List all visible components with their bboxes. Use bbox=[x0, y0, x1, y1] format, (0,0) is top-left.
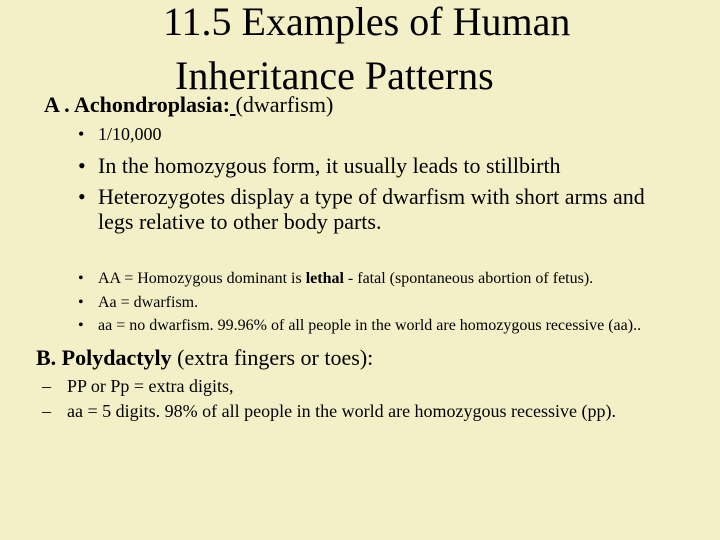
slide-title-line-1: 11.5 Examples of Human bbox=[163, 0, 571, 44]
bullet-icon: • bbox=[78, 317, 84, 334]
section-a-note: (dwarfism) bbox=[235, 92, 334, 117]
bullet-text-continuation: legs relative to other body parts. bbox=[98, 209, 382, 234]
genotype-text: AA = Homozygous dominant is bbox=[98, 270, 306, 287]
bullet-text bbox=[98, 270, 593, 288]
dash-icon: – bbox=[42, 401, 51, 421]
slide-title-line-2: Inheritance Patterns bbox=[175, 53, 494, 98]
bullet-text: Heterozygotes display a type of dwarfism with short arms and bbox=[98, 184, 645, 209]
dash-text: aa = 5 digits. 98% of all people in the world are homozygous recessive (pp). bbox=[67, 401, 616, 421]
section-a-title: Achondroplasia: bbox=[73, 92, 231, 117]
section-b-title: B. Polydactyly bbox=[36, 345, 172, 370]
bullet-icon: • bbox=[78, 294, 84, 311]
bullet-icon: • bbox=[78, 270, 84, 287]
bullet-text: aa = no dwarfism. 99.96% of all people in the world are homozygous recessive (aa).. bbox=[98, 317, 642, 334]
dash-text: PP or Pp = extra digits, bbox=[67, 376, 234, 396]
bullet-icon: • bbox=[78, 184, 86, 209]
section-b-note: (extra fingers or toes): bbox=[171, 345, 374, 370]
bullet-text: In the homozygous form, it usually leads to stillbirth bbox=[98, 153, 561, 178]
bullet-text: 1/10,000 bbox=[98, 124, 162, 144]
section-b-heading bbox=[36, 345, 373, 371]
genotype-emphasis: lethal bbox=[305, 270, 344, 287]
dash-icon: – bbox=[42, 376, 51, 396]
bullet-icon: • bbox=[78, 124, 85, 144]
bullet-text: Aa = dwarfism. bbox=[98, 294, 199, 311]
genotype-text-after: - fatal (spontaneous abortion of fetus). bbox=[343, 270, 594, 287]
bullet-icon: • bbox=[78, 153, 86, 178]
section-a-prefix: A . bbox=[44, 92, 74, 117]
section-a-heading bbox=[44, 92, 333, 118]
